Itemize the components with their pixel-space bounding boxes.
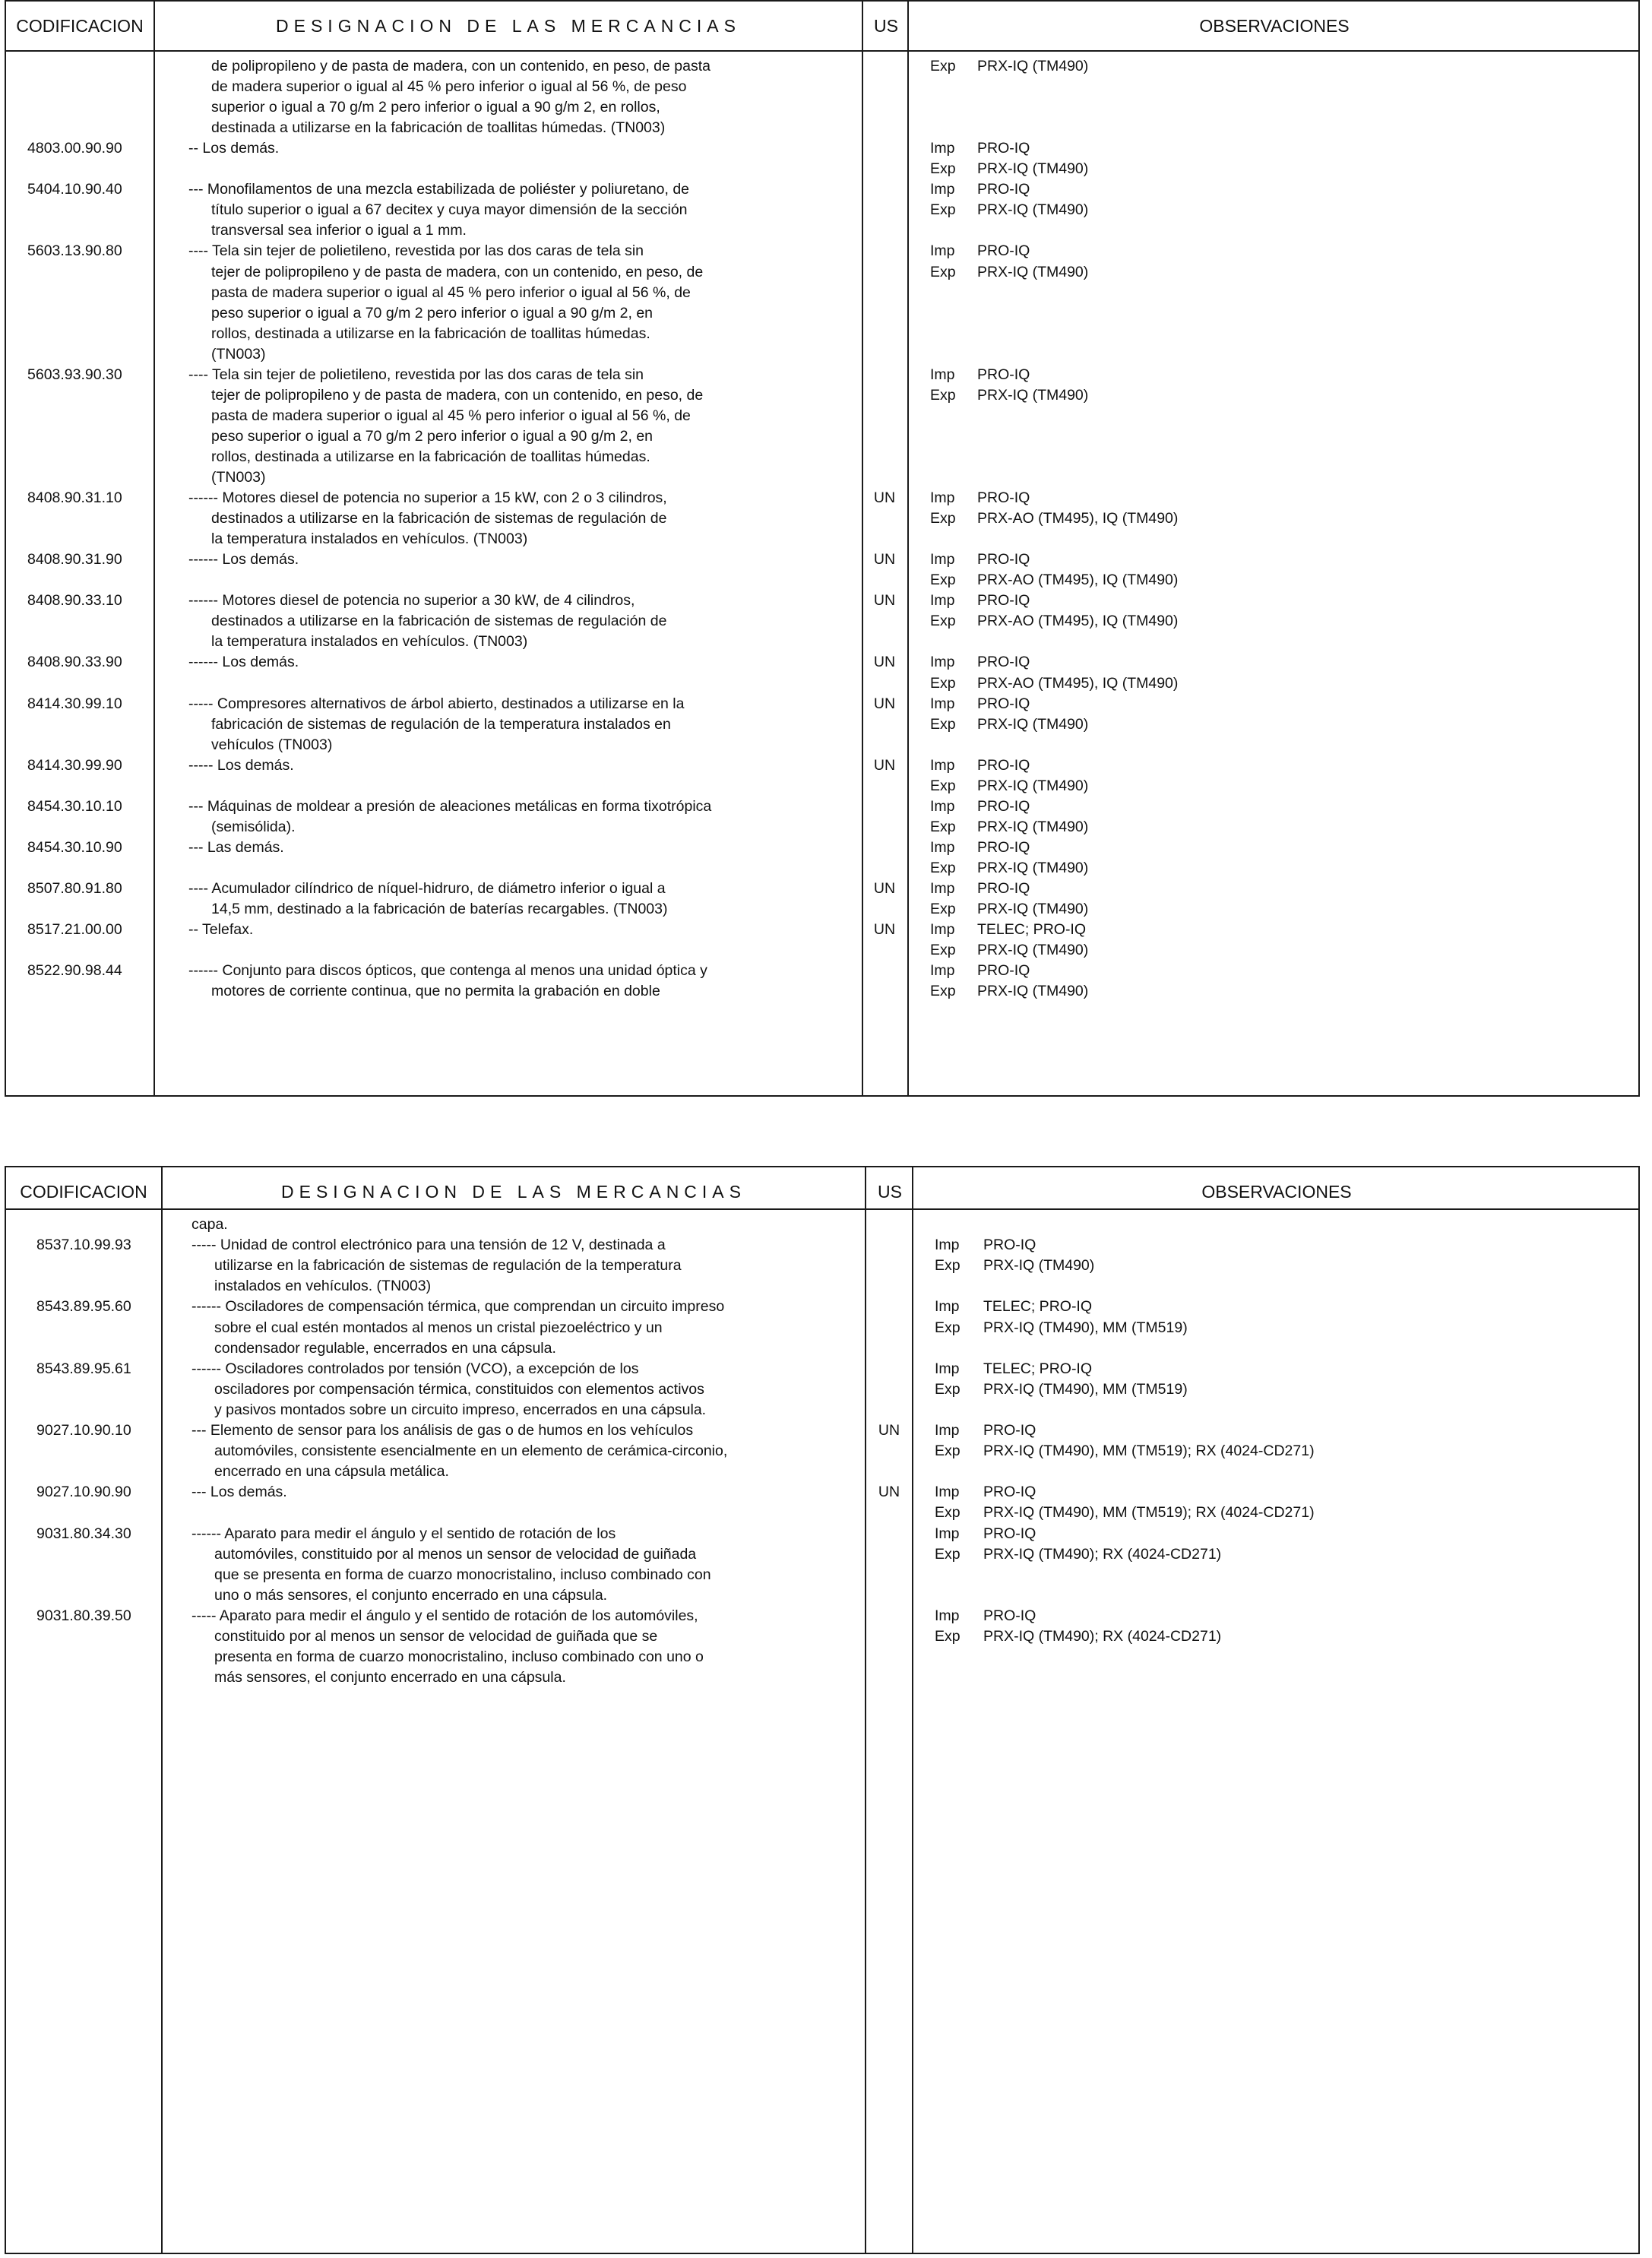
item-description: sobre el cual estén montados al menos un cristal piezoeléctrico y un [214, 1319, 663, 1336]
table-row [6, 1606, 1638, 1626]
table-row [6, 694, 1638, 714]
table-row [6, 1379, 1638, 1400]
table-row [6, 776, 1638, 796]
item-unit: UN [873, 654, 896, 671]
table-row [6, 879, 1638, 899]
observation-type: Exp [935, 1504, 961, 1522]
table-row [6, 652, 1638, 673]
header-us: US [878, 1181, 902, 1202]
observation-value: PRX-IQ (TM490) [977, 942, 1089, 959]
header-designacion: DESIGNACION DE LAS MERCANCIAS [281, 1181, 746, 1202]
observation-type: Imp [935, 1607, 960, 1624]
item-code: 8507.80.91.80 [27, 880, 122, 897]
table-row [6, 200, 1638, 220]
item-description: motores de corriente continua, que no permita la grabación en doble [211, 983, 660, 1000]
item-description: ------ Conjunto para discos ópticos, que contenga al menos una unidad óptica y [188, 962, 707, 980]
observation-type: Exp [935, 1443, 961, 1460]
observation-value: PRO-IQ [983, 1422, 1036, 1439]
header-divider [6, 1208, 1638, 1210]
observation-value: TELEC; PRO-IQ [977, 921, 1087, 939]
item-description: ------ Aparato para medir el ángulo y el sentido de rotación de los [191, 1525, 616, 1542]
observation-type: Exp [930, 386, 956, 404]
table-row [6, 283, 1638, 303]
item-code: 5603.13.90.80 [27, 242, 122, 260]
table-row [6, 241, 1638, 261]
observation-type: Imp [930, 181, 955, 198]
observation-type: Imp [935, 1360, 960, 1377]
item-description: destinados a utilizarse en la fabricación de sistemas de regulación de [211, 613, 667, 630]
observation-value: PRX-IQ (TM490) [977, 818, 1089, 835]
item-description: --- Máquinas de moldear a presión de aleaciones metálicas en forma tixotrópica [188, 797, 712, 815]
table-row [6, 365, 1638, 385]
item-description: ------ Motores diesel de potencia no superior a 15 kW, con 2 o 3 cilindros, [188, 489, 667, 507]
item-description: ---- Tela sin tejer de polietileno, revestida por las dos caras de tela sin [188, 242, 644, 260]
observation-value: PRX-IQ (TM490) [977, 263, 1089, 280]
table-row [6, 632, 1638, 652]
item-description: encerrado en una cápsula metálica. [214, 1463, 449, 1481]
item-code: 5404.10.90.40 [27, 181, 122, 198]
item-code: 4803.00.90.90 [27, 140, 122, 157]
header-designacion: DESIGNACION DE LAS MERCANCIAS [276, 15, 741, 36]
table-row [6, 981, 1638, 1002]
table-row [6, 344, 1638, 365]
observation-type: Imp [930, 797, 955, 815]
item-description: --- Las demás. [188, 838, 284, 856]
item-unit: UN [878, 1484, 900, 1501]
table-row [6, 406, 1638, 426]
observation-value: PRO-IQ [977, 366, 1030, 383]
table-row [6, 467, 1638, 488]
item-description: rollos, destinada a utilizarse en la fabricación de toallitas húmedas. [211, 325, 650, 342]
table-row [6, 97, 1638, 118]
observation-value: PRX-IQ (TM490), MM (TM519) [983, 1319, 1188, 1336]
observation-value: TELEC; PRO-IQ [983, 1298, 1093, 1316]
item-description: superior o igual a 70 g/m 2 pero inferior o igual a 90 g/m 2, en rollos, [211, 99, 660, 116]
item-description: --- Los demás. [191, 1484, 287, 1501]
observation-value: PRO-IQ [977, 962, 1030, 980]
table-row [6, 1400, 1638, 1420]
table-row [6, 817, 1638, 838]
item-code: 8537.10.99.93 [36, 1237, 131, 1254]
table-row [6, 1276, 1638, 1297]
table-row [6, 529, 1638, 549]
item-description: ----- Unidad de control electrónico para una tensión de 12 V, destinada a [191, 1237, 666, 1254]
item-code: 8522.90.98.44 [27, 962, 122, 980]
item-unit: UN [873, 921, 896, 939]
item-unit: UN [873, 489, 896, 507]
observation-value: PRX-IQ (TM490); RX (4024-CD271) [983, 1545, 1222, 1563]
observation-value: PRX-IQ (TM490) [977, 201, 1089, 219]
item-code: 8408.90.31.10 [27, 489, 122, 507]
item-description: (semisólida). [211, 818, 296, 835]
observation-value: PRX-AO (TM495), IQ (TM490) [977, 510, 1179, 527]
table-row [6, 488, 1638, 508]
item-unit: UN [873, 880, 896, 897]
item-description: -- Los demás. [188, 140, 280, 157]
item-code: 9031.80.39.50 [36, 1607, 131, 1624]
table-row [6, 508, 1638, 529]
table-row [6, 1318, 1638, 1338]
observation-type: Exp [930, 510, 956, 527]
item-description: de madera superior o igual al 45 % pero inferior o igual al 56 %, de peso [211, 78, 687, 96]
observation-type: Imp [935, 1484, 960, 1501]
item-description: fabricación de sistemas de regulación de la temperatura instalados en [211, 715, 671, 733]
item-description: ------ Motores diesel de potencia no superior a 30 kW, de 4 cilindros, [188, 592, 635, 610]
item-unit: UN [873, 695, 896, 712]
table-row [6, 714, 1638, 735]
table-row [6, 1503, 1638, 1523]
observation-value: PRO-IQ [977, 181, 1030, 198]
table-row [6, 1544, 1638, 1565]
tariff-table-1 [5, 0, 1640, 1097]
observation-value: PRO-IQ [977, 242, 1030, 260]
table-row [6, 570, 1638, 591]
item-description: ----- Compresores alternativos de árbol abierto, destinados a utilizarse en la [188, 695, 685, 712]
observation-type: Exp [930, 777, 956, 794]
observation-type: Imp [935, 1237, 960, 1254]
observation-value: PRX-IQ (TM490) [977, 859, 1089, 876]
observation-type: Exp [930, 674, 956, 692]
table-row [6, 159, 1638, 179]
item-description: pasta de madera superior o igual al 45 % pero inferior o igual al 56 %, de [211, 283, 691, 301]
item-description: osciladores por compensación térmica, constituidos con elementos activos [214, 1380, 704, 1398]
observation-value: PRO-IQ [977, 756, 1030, 774]
item-code: 9031.80.34.30 [36, 1525, 131, 1542]
observation-type: Exp [935, 1545, 961, 1563]
observation-value: PRO-IQ [977, 140, 1030, 157]
observation-type: Imp [930, 962, 955, 980]
observation-value: PRO-IQ [983, 1484, 1036, 1501]
observation-value: PRX-IQ (TM490); RX (4024-CD271) [983, 1628, 1222, 1645]
table-row [6, 303, 1638, 324]
table-row [6, 138, 1638, 159]
observation-type: Imp [930, 921, 955, 939]
observation-type: Imp [930, 242, 955, 260]
table-row [6, 1565, 1638, 1585]
observation-type: Imp [930, 592, 955, 610]
item-code: 9027.10.90.90 [36, 1484, 131, 1501]
item-description: vehículos (TN003) [211, 736, 333, 753]
observation-type: Exp [930, 613, 956, 630]
item-description: ------ Osciladores de compensación térmica, que comprendan un circuito impreso [191, 1298, 725, 1316]
item-description: ---- Acumulador cilíndrico de níquel-hidruro, de diámetro inferior o igual a [188, 880, 666, 897]
table-row [6, 796, 1638, 817]
table-row [6, 118, 1638, 138]
table-row [6, 549, 1638, 570]
observation-type: Exp [935, 1380, 961, 1398]
table-row [6, 447, 1638, 467]
observation-type: Exp [930, 983, 956, 1000]
table-row [6, 1585, 1638, 1606]
table-row [6, 920, 1638, 940]
item-description: tejer de polipropileno y de pasta de madera, con un contenido, en peso, de [211, 263, 704, 280]
table-row [6, 1256, 1638, 1276]
observation-value: PRX-IQ (TM490), MM (TM519) [983, 1380, 1188, 1398]
table-row [6, 1441, 1638, 1462]
observation-type: Imp [930, 366, 955, 383]
table-row [6, 1482, 1638, 1503]
table-row [6, 1524, 1638, 1544]
observation-type: Exp [930, 160, 956, 178]
item-description: utilizarse en la fabricación de sistemas de regulación de la temperatura [214, 1257, 682, 1275]
item-code: 8454.30.10.10 [27, 797, 122, 815]
table-row [6, 77, 1638, 97]
observation-value: PRO-IQ [977, 551, 1030, 568]
table-row [6, 611, 1638, 632]
item-description: constituido por al menos un sensor de velocidad de guiñada que se [214, 1628, 658, 1645]
item-unit: UN [873, 756, 896, 774]
table-row [6, 591, 1638, 611]
tariff-table-2 [5, 1166, 1640, 2254]
item-description: destinada a utilizarse en la fabricación de toallitas húmedas. (TN003) [211, 119, 666, 137]
item-description: capa. [191, 1216, 228, 1233]
table-row [6, 262, 1638, 283]
observation-type: Imp [935, 1422, 960, 1439]
observation-value: PRX-IQ (TM490) [977, 386, 1089, 404]
table-row [6, 1626, 1638, 1647]
item-unit: UN [873, 551, 896, 568]
item-code: 8408.90.33.90 [27, 654, 122, 671]
table-row [6, 179, 1638, 200]
observation-value: PRO-IQ [977, 880, 1030, 897]
table-row [6, 838, 1638, 858]
table-row [6, 220, 1638, 241]
table-row [6, 1647, 1638, 1667]
header-us: US [874, 15, 898, 36]
item-description: ------ Los demás. [188, 654, 299, 671]
item-code: 8414.30.99.90 [27, 756, 122, 774]
observation-type: Imp [930, 654, 955, 671]
item-code: 8408.90.31.90 [27, 551, 122, 568]
item-description: automóviles, consistente esencialmente en un elemento de cerámica-circonio, [214, 1443, 728, 1460]
table-row [6, 673, 1638, 694]
table-row [6, 1667, 1638, 1688]
item-description: título superior o igual a 67 decitex y cuya mayor dimensión de la sección [211, 201, 688, 219]
observation-type: Exp [930, 572, 956, 589]
observation-value: PRX-IQ (TM490) [977, 715, 1089, 733]
observation-value: PRO-IQ [977, 797, 1030, 815]
observation-value: PRX-IQ (TM490) [977, 983, 1089, 1000]
item-description: ---- Tela sin tejer de polietileno, revestida por las dos caras de tela sin [188, 366, 644, 383]
table-row [6, 1338, 1638, 1359]
observation-value: PRO-IQ [977, 592, 1030, 610]
item-description: de polipropileno y de pasta de madera, con un contenido, en peso, de pasta [211, 58, 710, 74]
item-description: (TN003) [211, 345, 266, 363]
item-code: 8543.89.95.60 [36, 1298, 131, 1316]
item-code: 8543.89.95.61 [36, 1360, 131, 1377]
table-row [6, 755, 1638, 776]
observation-value: PRO-IQ [977, 838, 1030, 856]
observation-value: PRO-IQ [977, 695, 1030, 712]
table-row [6, 1297, 1638, 1317]
item-unit: UN [873, 592, 896, 610]
item-description: automóviles, constituido por al menos un sensor de velocidad de guiñada [214, 1545, 697, 1563]
item-description: ----- Los demás. [188, 756, 294, 774]
observation-type: Imp [935, 1525, 960, 1542]
observation-value: PRO-IQ [983, 1525, 1036, 1542]
item-description: tejer de polipropileno y de pasta de madera, con un contenido, en peso, de [211, 386, 704, 404]
table-row [6, 1215, 1638, 1235]
table-row [6, 1235, 1638, 1256]
table-row [6, 1462, 1638, 1482]
observation-type: Exp [930, 942, 956, 959]
item-description: instalados en vehículos. (TN003) [214, 1278, 432, 1295]
observation-value: PRO-IQ [977, 654, 1030, 671]
observation-type: Exp [930, 715, 956, 733]
table-row [6, 1359, 1638, 1379]
observation-type: Exp [930, 201, 956, 219]
observation-type: Exp [935, 1319, 961, 1336]
observation-value: PRX-IQ (TM490) [977, 160, 1089, 178]
item-description: peso superior o igual a 70 g/m 2 pero inferior o igual a 90 g/m 2, en [211, 304, 654, 321]
observation-type: Imp [930, 551, 955, 568]
item-description: ----- Aparato para medir el ángulo y el sentido de rotación de los automóviles, [191, 1607, 698, 1624]
observation-type: Exp [930, 901, 956, 918]
item-description: presenta en forma de cuarzo monocristalino, incluso combinado con uno o [214, 1648, 704, 1666]
observation-value: PRX-IQ (TM490), MM (TM519); RX (4024-CD271) [983, 1443, 1315, 1460]
header-codificacion: CODIFICACION [16, 15, 144, 36]
item-code: 8517.21.00.00 [27, 921, 122, 939]
table-row [6, 426, 1638, 447]
observation-type: Imp [930, 140, 955, 157]
item-description: ------ Los demás. [188, 551, 299, 568]
table-row [6, 899, 1638, 920]
observation-value: PRX-AO (TM495), IQ (TM490) [977, 572, 1179, 589]
table-row [6, 858, 1638, 879]
item-description: que se presenta en forma de cuarzo monocristalino, incluso combinado con [214, 1566, 711, 1583]
item-code: 5603.93.90.30 [27, 366, 122, 383]
item-description: uno o más sensores, el conjunto encerrado en una cápsula. [214, 1586, 608, 1604]
item-description: pasta de madera superior o igual al 45 % pero inferior o igual al 56 %, de [211, 407, 691, 424]
header-codificacion: CODIFICACION [20, 1181, 147, 1202]
item-description: transversal sea inferior o igual a 1 mm. [211, 222, 467, 239]
observation-value: PRX-AO (TM495), IQ (TM490) [977, 613, 1179, 630]
observation-type: Imp [930, 838, 955, 856]
item-code: 8408.90.33.10 [27, 592, 122, 610]
table-row [6, 1420, 1638, 1441]
observation-type: Imp [935, 1298, 960, 1316]
item-description: --- Monofilamentos de una mezcla estabilizada de poliéster y poliuretano, de [188, 181, 690, 198]
table-row [6, 385, 1638, 406]
table-row [6, 940, 1638, 961]
observation-value: PRX-AO (TM495), IQ (TM490) [977, 674, 1179, 692]
observation-value: PRO-IQ [983, 1607, 1036, 1624]
item-code: 8414.30.99.10 [27, 695, 122, 712]
item-description: rollos, destinada a utilizarse en la fabricación de toallitas húmedas. [211, 448, 650, 465]
observation-type: Exp [935, 1628, 961, 1645]
observation-value: PRX-IQ (TM490) [977, 58, 1089, 74]
observation-type: Exp [930, 818, 956, 835]
header-observaciones: OBSERVACIONES [1201, 1181, 1352, 1202]
item-description: la temperatura instalados en vehículos. (TN003) [211, 633, 528, 651]
item-description: (TN003) [211, 469, 266, 486]
observation-type: Imp [930, 695, 955, 712]
item-code: 8454.30.10.90 [27, 838, 122, 856]
item-description: ------ Osciladores controlados por tensión (VCO), a excepción de los [191, 1360, 639, 1377]
observation-type: Exp [935, 1257, 961, 1275]
observation-value: PRO-IQ [983, 1237, 1036, 1254]
item-description: -- Telefax. [188, 921, 254, 939]
observation-value: TELEC; PRO-IQ [983, 1360, 1093, 1377]
item-description: la temperatura instalados en vehículos. (TN003) [211, 530, 528, 548]
table-row [6, 324, 1638, 344]
observation-type: Imp [930, 880, 955, 897]
table-row [6, 56, 1638, 77]
header-divider [6, 50, 1638, 52]
item-description: peso superior o igual a 70 g/m 2 pero inferior o igual a 90 g/m 2, en [211, 427, 654, 445]
observation-type: Exp [930, 58, 956, 74]
observation-type: Exp [930, 859, 956, 876]
observation-value: PRX-IQ (TM490) [977, 777, 1089, 794]
observation-value: PRX-IQ (TM490) [977, 901, 1089, 918]
header-observaciones: OBSERVACIONES [1199, 15, 1350, 36]
table-row [6, 735, 1638, 755]
item-description: 14,5 mm, destinado a la fabricación de baterías recargables. (TN003) [211, 901, 668, 918]
observation-value: PRX-IQ (TM490), MM (TM519); RX (4024-CD271) [983, 1504, 1315, 1522]
observation-value: PRO-IQ [977, 489, 1030, 507]
item-description: condensador regulable, encerrados en una cápsula. [214, 1339, 556, 1357]
observation-type: Imp [930, 489, 955, 507]
item-unit: UN [878, 1422, 900, 1439]
item-description: destinados a utilizarse en la fabricación de sistemas de regulación de [211, 510, 667, 527]
item-description: más sensores, el conjunto encerrado en una cápsula. [214, 1669, 566, 1686]
observation-value: PRX-IQ (TM490) [983, 1257, 1095, 1275]
item-description: y pasivos montados sobre un circuito impreso, encerrados en una cápsula. [214, 1401, 707, 1418]
item-code: 9027.10.90.10 [36, 1422, 131, 1439]
observation-type: Imp [930, 756, 955, 774]
item-description: --- Elemento de sensor para los análisis de gas o de humos en los vehículos [191, 1422, 694, 1439]
table-row [6, 961, 1638, 981]
observation-type: Exp [930, 263, 956, 280]
